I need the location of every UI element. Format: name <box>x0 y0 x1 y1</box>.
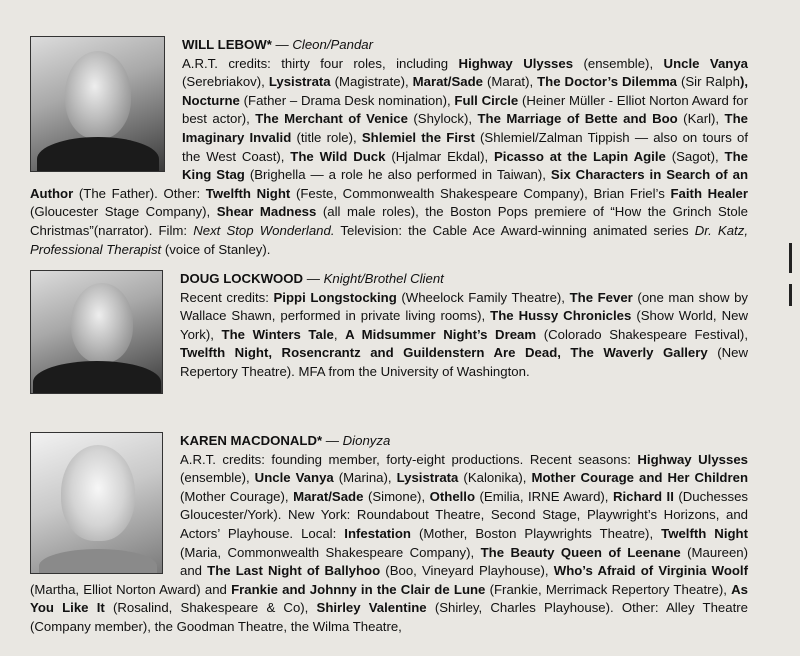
bio-text-run: (Maria, Commonwealth Shakespeare Company), <box>180 544 481 560</box>
production-title: The Doctor’s Dilemma <box>537 74 677 90</box>
bio-text-run: (Sir Ralph <box>677 74 740 90</box>
scan-edge-mark <box>789 284 792 306</box>
actor-name: WILL LEBOW* <box>182 37 272 52</box>
bio-text-run: (Colorado Shakespeare Festival), <box>536 326 748 342</box>
production-title: Who’s Afraid of Virginia Woolf <box>553 563 748 579</box>
bio-text-run: (Frankie, Merrimack Repertory Theatre), <box>485 581 732 597</box>
bio-text-run: (Mother, Boston Playwrights Theatre), <box>410 525 662 541</box>
name-dash: — <box>303 271 324 286</box>
actor-name: DOUG LOCKWOOD <box>180 271 304 286</box>
production-title: The Marriage of Bette and Boo <box>477 111 678 127</box>
bio-text-run: (voice of Stanley). <box>161 241 271 257</box>
bio-text-run: (all male roles), the Boston Pops premiere of “How the Grinch Stole Christmas”(narrator). Film: <box>30 204 749 238</box>
production-title: The Merchant of Venice <box>255 111 408 127</box>
production-title: The Winters Tale <box>221 326 334 342</box>
headshot-photo <box>30 432 163 574</box>
production-title: Infestation <box>344 525 411 541</box>
bio-text-run: A.R.T. credits: founding member, forty-eight productions. Recent seasons: <box>180 451 638 467</box>
bio-text-run: (title role), <box>291 129 362 145</box>
production-title: Lysistrata <box>396 470 459 486</box>
bio-text-run: (Sagot), <box>665 148 725 164</box>
production-title: Marat/Sade <box>412 74 483 90</box>
production-title: The Hussy Chronicles <box>490 308 632 324</box>
bio-text-run: (Kalonika), <box>458 470 532 486</box>
bio-text-run: (Rosalind, Shakespeare & Co), <box>104 600 317 616</box>
bio-text-run: (Heiner Müller - Elliot Norton Award for best actor), <box>182 92 748 127</box>
headshot-photo <box>30 270 163 394</box>
name-dash: — <box>271 37 293 52</box>
production-title: The Wild Duck <box>290 148 386 164</box>
italic-title: Next Stop Wonderland. <box>193 222 335 238</box>
production-title: Lysistrata <box>268 74 331 90</box>
production-title: The Beauty Queen of Leenane <box>480 544 681 560</box>
production-title: Shear Madness <box>216 204 317 220</box>
production-title: Twelfth Night, Rosencrantz and Guildenstern Are Dead, The Waverly Gallery <box>180 345 708 361</box>
production-title: ), Nocturne <box>182 74 748 108</box>
bio-doug-lockwood <box>30 270 748 396</box>
production-title: Picasso at the Lapin Agile <box>494 148 666 164</box>
role-name: Dionyza <box>342 433 391 448</box>
bio-text-run: (Marat), <box>483 74 538 90</box>
bio-will-lebow <box>30 36 748 259</box>
production-title: Highway Ulysses <box>458 55 574 71</box>
scan-edge-mark <box>789 243 792 273</box>
production-title: The King Stag <box>182 148 748 183</box>
production-title: Shlemiel the First <box>361 129 475 145</box>
production-title: Shirley Valentine <box>316 600 427 616</box>
bio-text-run: (Emilia, IRNE Award), <box>475 488 613 504</box>
bio-text-run: (Martha, Elliot Norton Award) and <box>30 581 232 597</box>
italic-title: Dr. Katz, Professional Therapist <box>30 222 748 257</box>
production-title: A Midsummer Night’s Dream <box>345 326 537 342</box>
bio-text-run: (Karl), <box>677 111 725 127</box>
production-title: Full Circle <box>454 92 519 108</box>
bio-text-run: (ensemble), <box>573 55 664 71</box>
bio-text-run: (Brighella — a role he also performed in Taiwan), <box>244 167 551 183</box>
bio-text-run: (Mother Courage), <box>180 488 294 504</box>
role-name: Cleon/Pandar <box>292 37 374 52</box>
bio-text-run: (Serebriakov), <box>182 74 269 90</box>
production-title: Faith Healer <box>670 185 748 201</box>
role-name: Knight/Brothel Client <box>323 271 444 286</box>
bio-text-run: (Shirley, Charles Playhouse). Other: Alley Theatre (Company member), the Goodman Theatre, the Wilma Theatre, <box>30 600 748 634</box>
bio-karen-macdonald <box>30 432 748 637</box>
production-title: Richard II <box>612 488 674 504</box>
production-title: Marat/Sade <box>293 488 364 504</box>
bio-text-run: (Wheelock Family Theatre), <box>396 289 570 305</box>
name-dash: — <box>322 433 343 448</box>
bio-text-run: (Magistrate), <box>330 74 413 90</box>
bio-text-run: (Father – Drama Desk nomination), <box>239 92 455 108</box>
bio-text-run: (Hjalmar Ekdal), <box>385 148 495 164</box>
production-title: Othello <box>429 488 476 504</box>
bio-text-run: (Maureen) and <box>180 544 748 579</box>
bio-text-run: (Shylock), <box>407 111 478 127</box>
bio-text-run: (Simone), <box>363 488 430 504</box>
production-title: The Fever <box>569 289 633 305</box>
production-title: Twelfth Night <box>205 185 291 201</box>
bio-text-run: (one man show by Wallace Shawn, performed in private living rooms), <box>180 289 748 324</box>
actor-name: KAREN MACDONALD* <box>180 433 323 448</box>
bio-text-run: A.R.T. credits: thirty four roles, including <box>182 55 459 71</box>
bio-text-run: (Duchesses Gloucester/York). New York: Roundabout Theatre, Second Stage, Playwright’s Horizons, and Actors’ Playhouse. Local: <box>180 488 749 541</box>
production-title: Mother Courage and Her Children <box>531 470 749 486</box>
production-title: Pippi Longstocking <box>273 289 397 305</box>
bio-text <box>180 290 748 379</box>
bio-text-run: (ensemble), <box>180 470 255 486</box>
production-title: Frankie and Johnny in the Clair de Lune <box>231 581 486 597</box>
bio-text-run: (Show World, New York), <box>180 308 748 342</box>
bio-text-run: (Gloucester Stage Company), <box>30 204 217 220</box>
bio-text-run: (New Repertory Theatre). MFA from the University of Washington. <box>180 345 749 379</box>
bio-text-run: (Marina), <box>333 470 397 486</box>
bio-text-run: , <box>333 326 346 342</box>
bio-text-run: (Feste, Commonwealth Shakespeare Company), Brian Friel’s <box>290 185 671 201</box>
headshot-photo <box>30 36 165 172</box>
bio-text-run: (Boo, Vineyard Playhouse), <box>380 563 554 579</box>
production-title: The Last Night of Ballyhoo <box>207 563 381 579</box>
bio-text-run: (Shlemiel/Zalman Tippish — also on tours of the West Coast), <box>182 129 748 164</box>
production-title: Six Characters in Search of an Author <box>30 167 749 201</box>
bio-text-run: (The Father). Other: <box>73 185 206 201</box>
production-title: Twelfth Night <box>661 525 748 541</box>
production-title: Uncle Vanya <box>254 470 334 486</box>
production-title: Highway Ulysses <box>637 451 748 467</box>
production-title: The Imaginary Invalid <box>182 111 748 145</box>
production-title: As You Like It <box>30 581 748 616</box>
bio-text-run: Recent credits: <box>180 289 274 305</box>
bio-text-run: Television: the Cable Ace Award-winning animated series <box>334 222 695 238</box>
production-title: Uncle Vanya <box>663 55 749 71</box>
